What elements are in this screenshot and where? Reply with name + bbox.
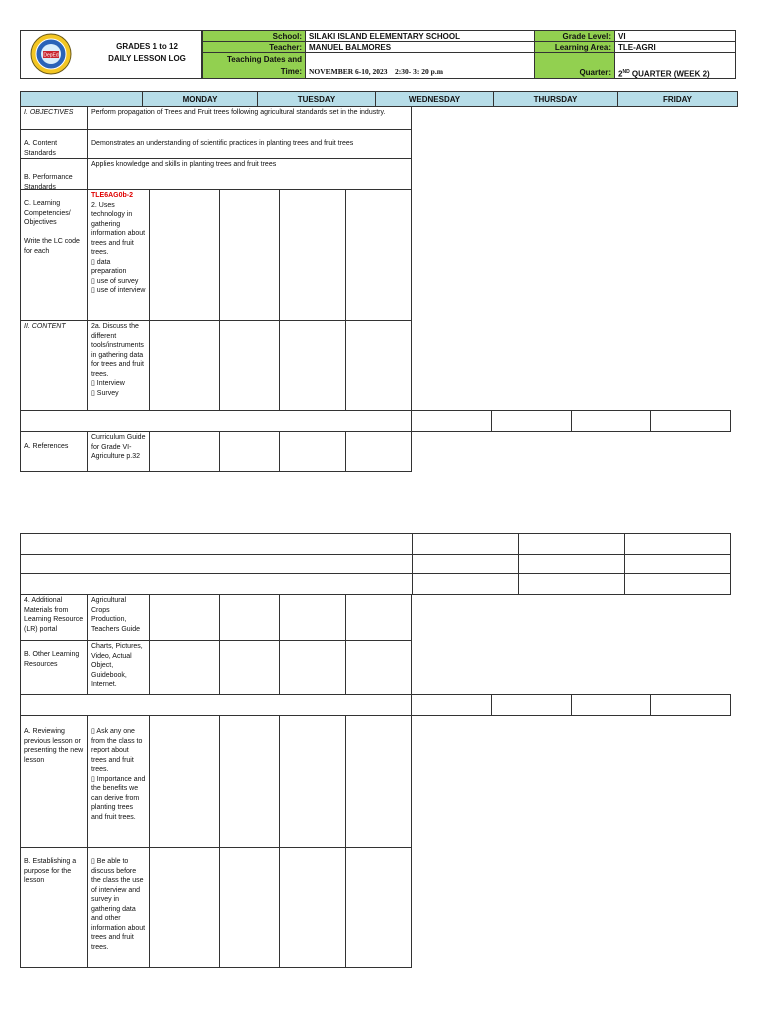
- school-label: School:: [202, 30, 306, 42]
- other-resources-label: B. Other Learning Resources: [20, 640, 88, 695]
- additional-col-2: [149, 594, 220, 641]
- content-standards-text: Demonstrates an understanding of scientific practices in planting trees and fruit trees: [87, 129, 412, 159]
- days-header-blank: [20, 91, 143, 107]
- day-thursday: THURSDAY: [493, 91, 618, 107]
- purpose-col-5: [345, 847, 412, 968]
- quarter-label: Quarter:: [534, 52, 615, 79]
- other-col-4: [279, 640, 346, 695]
- resources-row-col-d: [650, 410, 731, 432]
- lc-label: C. Learning Competencies/ Objectives Write the LC code for each: [20, 189, 88, 321]
- procedures-row-col-c: [571, 694, 651, 716]
- quarter-value: 2ND QUARTER (WEEK 2): [614, 52, 736, 79]
- reviewing-col-5: [345, 715, 412, 848]
- lc-code: TLE6AG0b-2: [91, 192, 134, 199]
- dates-label: Teaching Dates and Time:: [202, 52, 306, 79]
- other-col-3: [219, 640, 280, 695]
- procedures-row-col-a: [411, 694, 492, 716]
- purpose-col-2: [149, 847, 220, 968]
- performance-standards-text: Applies knowledge and skills in planting trees and fruit trees: [87, 158, 412, 190]
- day-friday: FRIDAY: [617, 91, 738, 107]
- additional-col-3: [219, 594, 280, 641]
- table2-row2-col-b: [518, 554, 625, 574]
- additional-col-5: [345, 594, 412, 641]
- school-value: SILAKI ISLAND ELEMENTARY SCHOOL: [305, 30, 535, 42]
- references-col-3: [219, 431, 280, 472]
- resources-row-blank: [20, 410, 412, 432]
- grade-label: Grade Level:: [534, 30, 615, 42]
- procedures-row-blank: [20, 694, 412, 716]
- content-col-2: [149, 320, 220, 411]
- objectives-label: I. OBJECTIVES: [20, 106, 88, 130]
- performance-standards-label: B. Performance Standards: [20, 158, 88, 190]
- reviewing-col-2: [149, 715, 220, 848]
- lc-monday: [87, 189, 150, 321]
- header-title: GRADES 1 to 12 DAILY LESSON LOG: [108, 42, 186, 63]
- resources-row-col-a: [411, 410, 492, 432]
- table2-row1-col-b: [518, 533, 625, 555]
- reviewing-col-3: [219, 715, 280, 848]
- lc-col-2: [149, 189, 220, 321]
- objectives-text: Perform propagation of Trees and Fruit trees following agricultural standards set in the industry.: [87, 106, 412, 130]
- day-tuesday: TUESDAY: [257, 91, 376, 107]
- reviewing-label: A. Reviewing previous lesson or presenting the new lesson: [20, 715, 88, 848]
- reviewing-col-4: [279, 715, 346, 848]
- procedures-row-col-d: [650, 694, 731, 716]
- grade-value: VI: [614, 30, 736, 42]
- purpose-col-3: [219, 847, 280, 968]
- purpose-text: ▯ Be able to discuss before the class the use of interview and survey in gathering data and other information about trees and fruit trees.: [87, 847, 150, 968]
- day-monday: MONDAY: [142, 91, 258, 107]
- content-col-3: [219, 320, 280, 411]
- content-col-5: [345, 320, 412, 411]
- deped-logo: [28, 32, 74, 76]
- additional-col-4: [279, 594, 346, 641]
- lc-col-3: [219, 189, 280, 321]
- content-label: II. CONTENT: [20, 320, 88, 411]
- svg-text:DepEd: DepEd: [43, 52, 59, 59]
- content-col-4: [279, 320, 346, 411]
- resources-row-col-b: [491, 410, 572, 432]
- table2-row3-col-a: [412, 573, 519, 595]
- references-text: Curriculum Guide for Grade VI-Agriculture p.32: [87, 431, 150, 472]
- additional-materials-text: Agricultural Crops Production, Teachers Guide: [87, 594, 150, 641]
- other-col-5: [345, 640, 412, 695]
- content-standards-label: A. Content Standards: [20, 129, 88, 159]
- table2-row1-wide: [20, 533, 413, 555]
- table2-row1-col-c: [624, 533, 731, 555]
- references-col-2: [149, 431, 220, 472]
- table2-row3-wide: [20, 573, 413, 595]
- lc-text: 2. Uses technology in gathering information about trees and fruit trees. ▯ data preparation ▯ use of survey ▯ use of interview: [91, 201, 146, 294]
- lc-col-4: [279, 189, 346, 321]
- purpose-label: B. Establishing a purpose for the lesson: [20, 847, 88, 968]
- references-label: A. References: [20, 431, 88, 472]
- resources-row-col-c: [571, 410, 651, 432]
- purpose-col-4: [279, 847, 346, 968]
- procedures-row-col-b: [491, 694, 572, 716]
- other-resources-text: Charts, Pictures, Video, Actual Object, Guidebook, Internet.: [87, 640, 150, 695]
- teacher-value: MANUEL BALMORES: [305, 41, 535, 53]
- reviewing-text: ▯ Ask any one from the class to report about trees and fruit trees. ▯ Importance and the benefits we can derive from planting trees and fruit trees.: [87, 715, 150, 848]
- table2-row3-col-c: [624, 573, 731, 595]
- table2-row3-col-b: [518, 573, 625, 595]
- area-label: Learning Area:: [534, 41, 615, 53]
- dates-value: NOVEMBER 6-10, 2023 2:30- 3: 20 p.m: [305, 52, 535, 79]
- lc-col-5: [345, 189, 412, 321]
- references-col-5: [345, 431, 412, 472]
- table2-row2-wide: [20, 554, 413, 574]
- day-wednesday: WEDNESDAY: [375, 91, 494, 107]
- references-col-4: [279, 431, 346, 472]
- area-value: TLE-AGRI: [614, 41, 736, 53]
- table2-row2-col-a: [412, 554, 519, 574]
- additional-materials-label: 4. Additional Materials from Learning Resource (LR) portal: [20, 594, 88, 641]
- content-text: 2a. Discuss the different tools/instruments in gathering data for trees and fruit trees. ▯ Interview ▯ Survey: [87, 320, 150, 411]
- other-col-2: [149, 640, 220, 695]
- teacher-label: Teacher:: [202, 41, 306, 53]
- table2-row1-col-a: [412, 533, 519, 555]
- table2-row2-col-c: [624, 554, 731, 574]
